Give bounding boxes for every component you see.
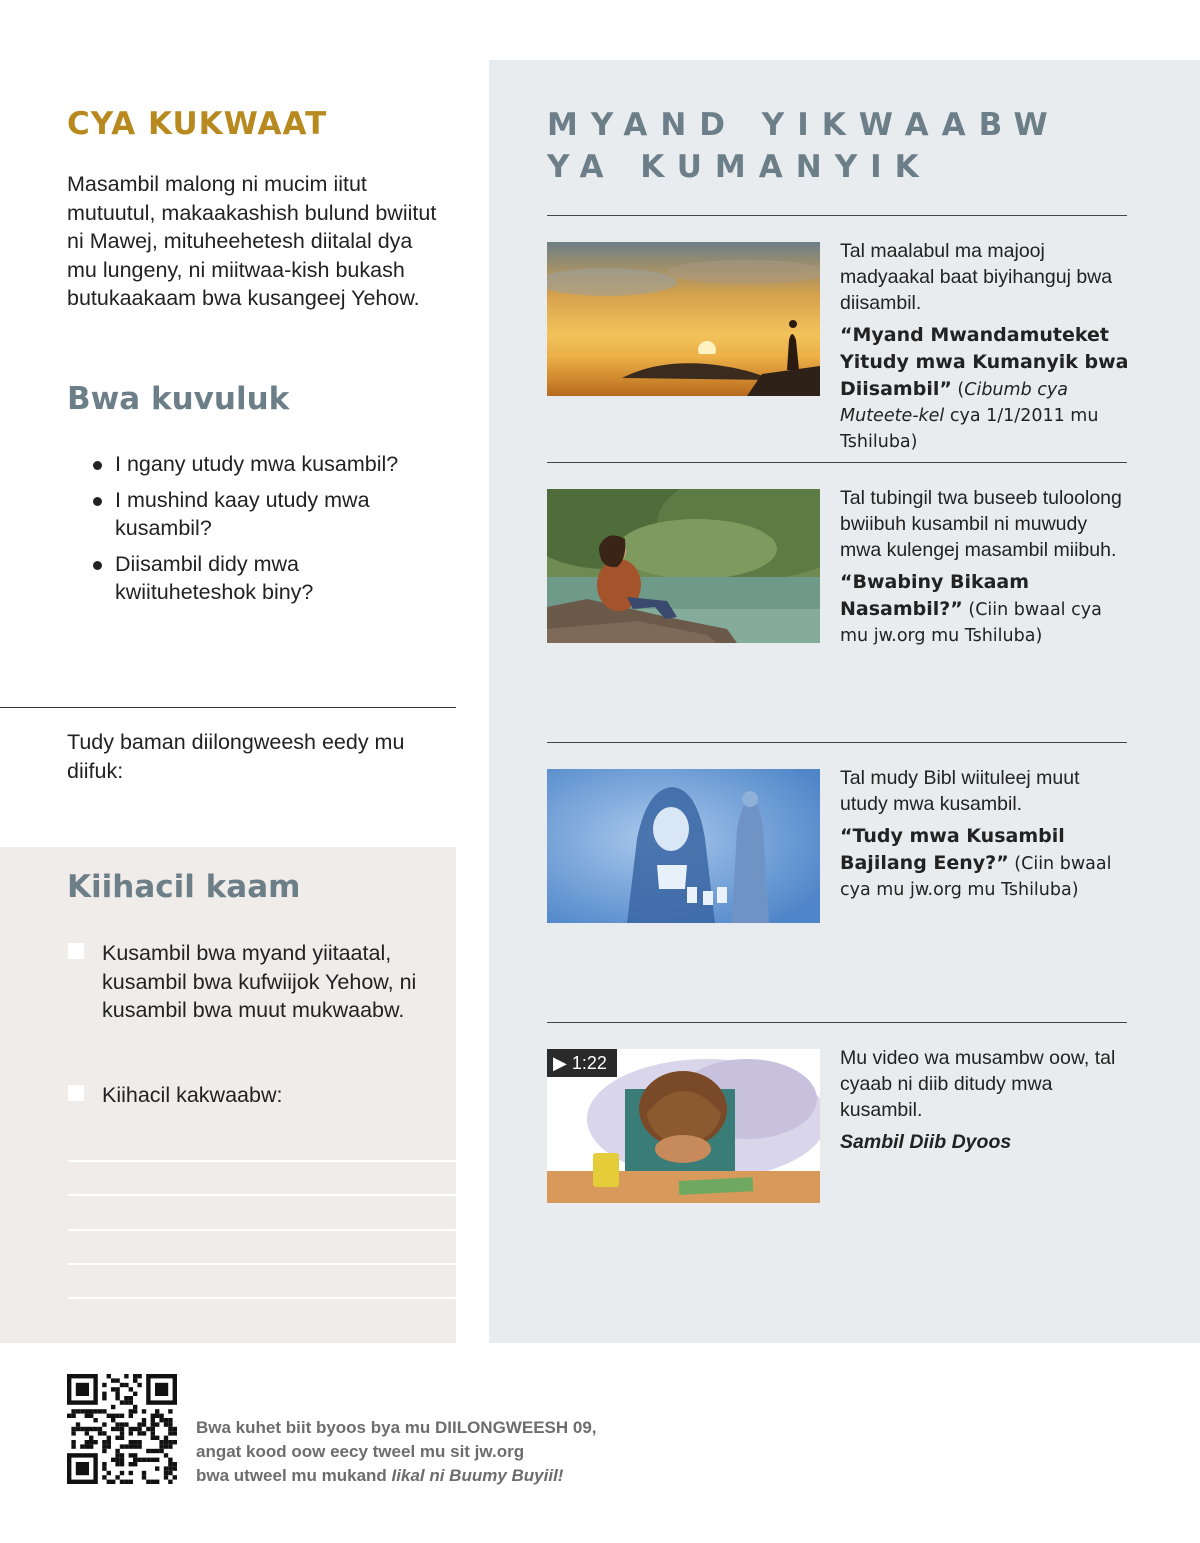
divider <box>547 1022 1127 1023</box>
goal-item <box>68 1081 438 1110</box>
review-heading: Bwa kuvuluk <box>67 381 290 417</box>
resource-card <box>840 765 1130 903</box>
friends-prompt: Tudy baman diilongweesh eedy mu diifuk: <box>67 730 405 783</box>
lesson-summary: Masambil malong ni mucim iitut mutuutul, makaakashish bulund bwiitut ni Mawej, mituheehetesh diitalal dya mu lungeny, ni miitwaa-kish bukash butukaakaam bwa kusangeej Yehow. <box>67 172 437 310</box>
resource-card <box>840 238 1130 455</box>
resource-reference[interactable]: “Tudy mwa Kusambil Bajilang Eeny?” (Ciin bwaal cya mu jw.org mu Tshiluba) <box>840 825 1112 900</box>
video-title[interactable]: Sambil Diib Dyoos <box>840 1131 1012 1153</box>
section-title: CYA KUKWAAT <box>67 106 328 142</box>
left-column <box>0 0 456 1343</box>
goal-text: Kusambil bwa myand yiitaatal, kusambil bwa kufwiijok Yehow, ni kusambil bwa muut mukwaabw. <box>102 941 417 1022</box>
resource-description: Tal tubingil twa buseeb tuloolong bwiibuh kusambil ni muwudy mwa kulengej masambil miibuh. <box>840 487 1122 561</box>
resource-card <box>840 1045 1130 1155</box>
writing-line[interactable] <box>68 1160 456 1162</box>
divider <box>0 707 456 708</box>
divider <box>547 742 1127 743</box>
divider <box>547 215 1127 216</box>
writing-line[interactable] <box>68 1263 456 1265</box>
qr-code[interactable] <box>67 1374 177 1484</box>
review-list <box>93 450 443 614</box>
goal-text: Kiihacil kakwaabw: <box>102 1083 283 1107</box>
resource-reference[interactable]: “Myand Mwandamuteket Yitudy mwa Kumanyik bwa Diisambil” (Cibumb cya Muteete-kel cya 1/1/2011 mu Tshiluba) <box>840 324 1129 452</box>
goals-heading: Kiihacil kaam <box>67 869 301 905</box>
sunset-sea-person-image <box>547 242 820 396</box>
goal-item <box>68 939 438 1025</box>
right-panel <box>489 60 1200 1343</box>
writing-line[interactable] <box>68 1297 456 1299</box>
woman-praying-before-statue-image <box>547 769 820 923</box>
review-question: I ngany utudy mwa kusambil? <box>93 450 443 479</box>
goal-checkbox[interactable] <box>68 1085 84 1101</box>
child-praying-video-image[interactable] <box>547 1049 820 1203</box>
resource-reference[interactable]: “Bwabiny Bikaam Nasambil?” (Ciin bwaal cya mu jw.org mu Tshiluba) <box>840 571 1102 646</box>
resource-description: Tal mudy Bibl wiituleej muut utudy mwa kusambil. <box>840 767 1080 815</box>
writing-line[interactable] <box>68 1229 456 1231</box>
review-question: Diisambil didy mwa kwiituheteshok biny? <box>93 550 443 607</box>
writing-line[interactable] <box>68 1194 456 1196</box>
divider <box>547 462 1127 463</box>
play-icon: ▶ <box>553 1053 567 1073</box>
goal-checkbox[interactable] <box>68 943 84 959</box>
video-duration-badge: ▶ 1:22 <box>547 1049 617 1077</box>
goals-panel <box>0 847 456 1343</box>
panel-title: MYAND YIKWAABW YA KUMANYIK <box>547 107 1061 185</box>
resource-description: Mu video wa musambw oow, tal cyaab ni diib ditudy mwa kusambil. <box>840 1047 1116 1121</box>
footer-text: Bwa kuhet biit byoos bya mu DIILONGWEESH 09, angat kood oow eecy tweel mu sit jw.org bwa utweel mu mukand Iikal ni Buumy Buyiil! <box>196 1418 597 1485</box>
woman-sitting-by-river-image <box>547 489 820 643</box>
resource-card <box>840 485 1130 649</box>
review-question: I mushind kaay utudy mwa kusambil? <box>93 486 443 543</box>
resource-description: Tal maalabul ma majooj madyaakal baat biyihanguj bwa diisambil. <box>840 240 1113 314</box>
